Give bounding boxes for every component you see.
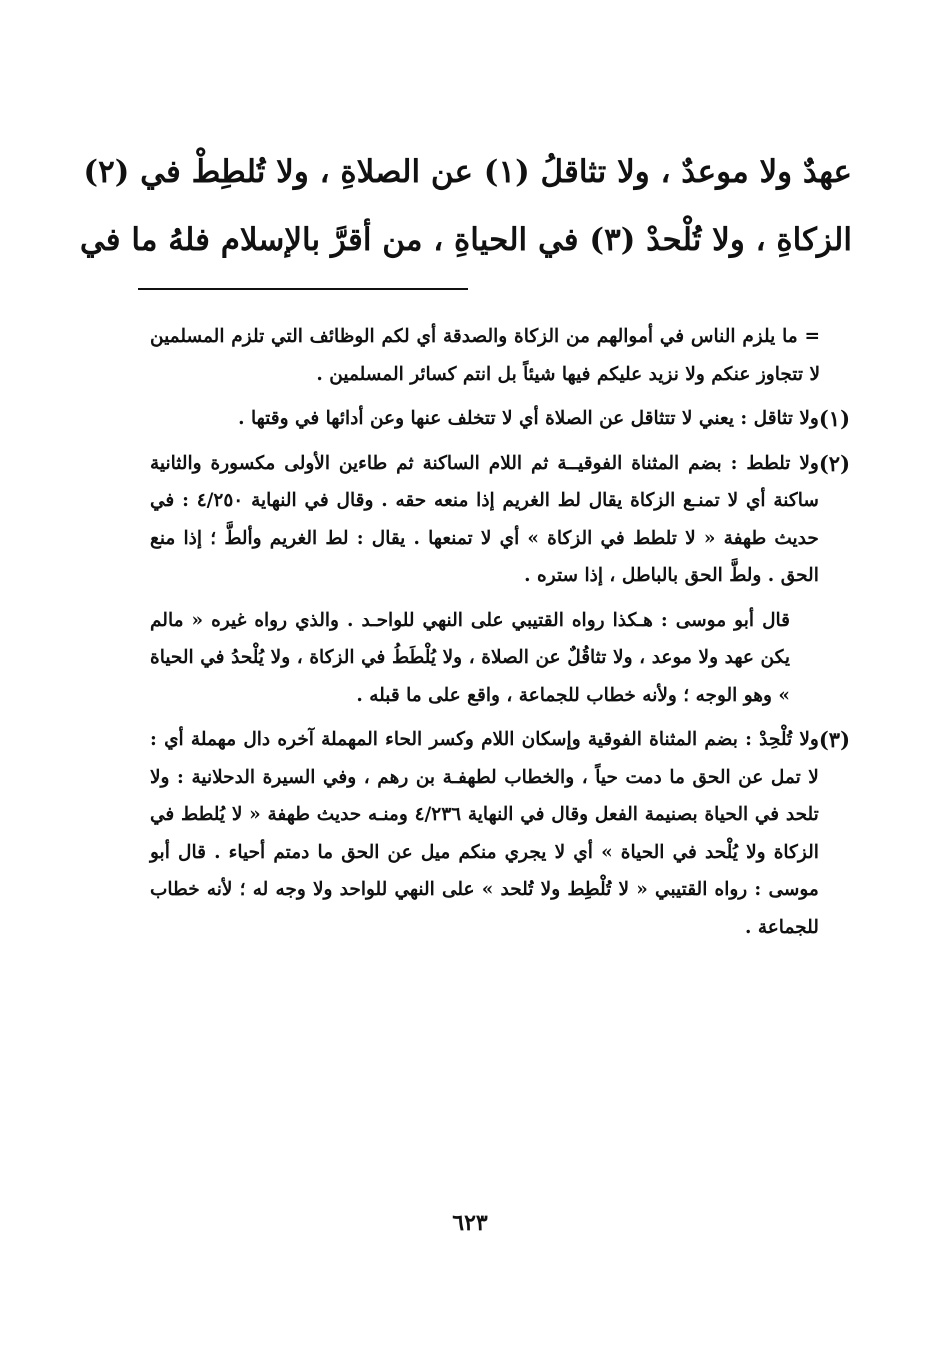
footnote-number: (٣) — [818, 727, 850, 752]
footnote-2 — [150, 445, 850, 595]
main-text — [79, 138, 852, 274]
footnote-number: (١) — [818, 406, 850, 431]
footnote-3 — [150, 721, 850, 946]
footnote-separator — [138, 288, 468, 290]
page-number: ٦٢٣ — [452, 1210, 488, 1236]
footnote-quote: قال أبو موسى : هـكذا رواه القتيبي على النهي للواحـد . والذي رواه غيره « مالم يكن عهد ولا موعد ، ولا تثاقُلٌ عن الصلاة ، ولا يُلْطَطُ في الزكاة ، ولا يُلْحدُ في الحياة » وهو الوجه ؛ ولأنه خطاب للجماعة ، واقع على ما قبله . — [150, 609, 790, 706]
footnote-1 — [150, 400, 850, 438]
main-text-line: الزكاةِ ، ولا تُلْحدْ (٣) في الحياةِ ، من أقرَّ بالإسلام فلهُ ما في — [79, 222, 852, 258]
footnote-text: ولا تلطط : بضم المثناة الفوقيــة ثم اللام الساكنة ثم طاءين الأولى مكسورة والثانية ساكنة أي لا تمنـع الزكاة يقال لط الغريم إذا منعه حقه . وقال في النهاية ٤/٢٥٠ : في حديث طهفة « لا تلطط في الزكاة » أي لا تمنعها . يقال : لط الغريم وألطَّ ؛ إذا منع الحق . ولطَّ الحق بالباطل ، إذا ستره . — [150, 452, 819, 586]
footnote-text: ولا تُلْحِدْ : بضم المثناة الفوقية وإسكان اللام وكسر الحاء المهملة آخره دال مهملة أي : لا تمل عن الحق ما دمت حياً ، والخطاب لطهفـة بن رهم ، وفي السيرة الدحلانية : ولا تلحد في الحياة بصنيمة الفعل وقال في النهاية ٤/٢٣٦ ومنـه حديث طهفة « لا يُلطط في الزكاة ولا يُلْحد في الحياة » أي لا يجري منكم ميل عن الحق ما دمتم أحياء . قال أبو موسى : رواه القتيبي « لا تُلْطِط ولا تُلحد » على النهي للواحد ولا وجه له ؛ لأنه خطاب للجماعة . — [150, 729, 819, 938]
main-text-line: عهدٌ ولا موعدٌ ، ولا تثاقلُ (١) عن الصلاةِ ، ولا تُلطِطْ في (٢) — [83, 154, 852, 190]
footnote-continuation: = ما يلزم الناس في أموالهم من الزكاة والصدقة أي لكم الوظائف التي تلزم المسلمين لا تتجاوز عنكم ولا نزيد عليكم فيها شيئاً بل انتم كسائر المسلمين . — [150, 326, 820, 385]
footnote-text: ولا تثاقل : يعني لا تتثاقل عن الصلاة أي لا تتخلف عنها وعن أدائها في وقتها . — [238, 408, 819, 429]
footnotes — [150, 318, 850, 953]
footnote-number: (٢) — [818, 450, 850, 476]
